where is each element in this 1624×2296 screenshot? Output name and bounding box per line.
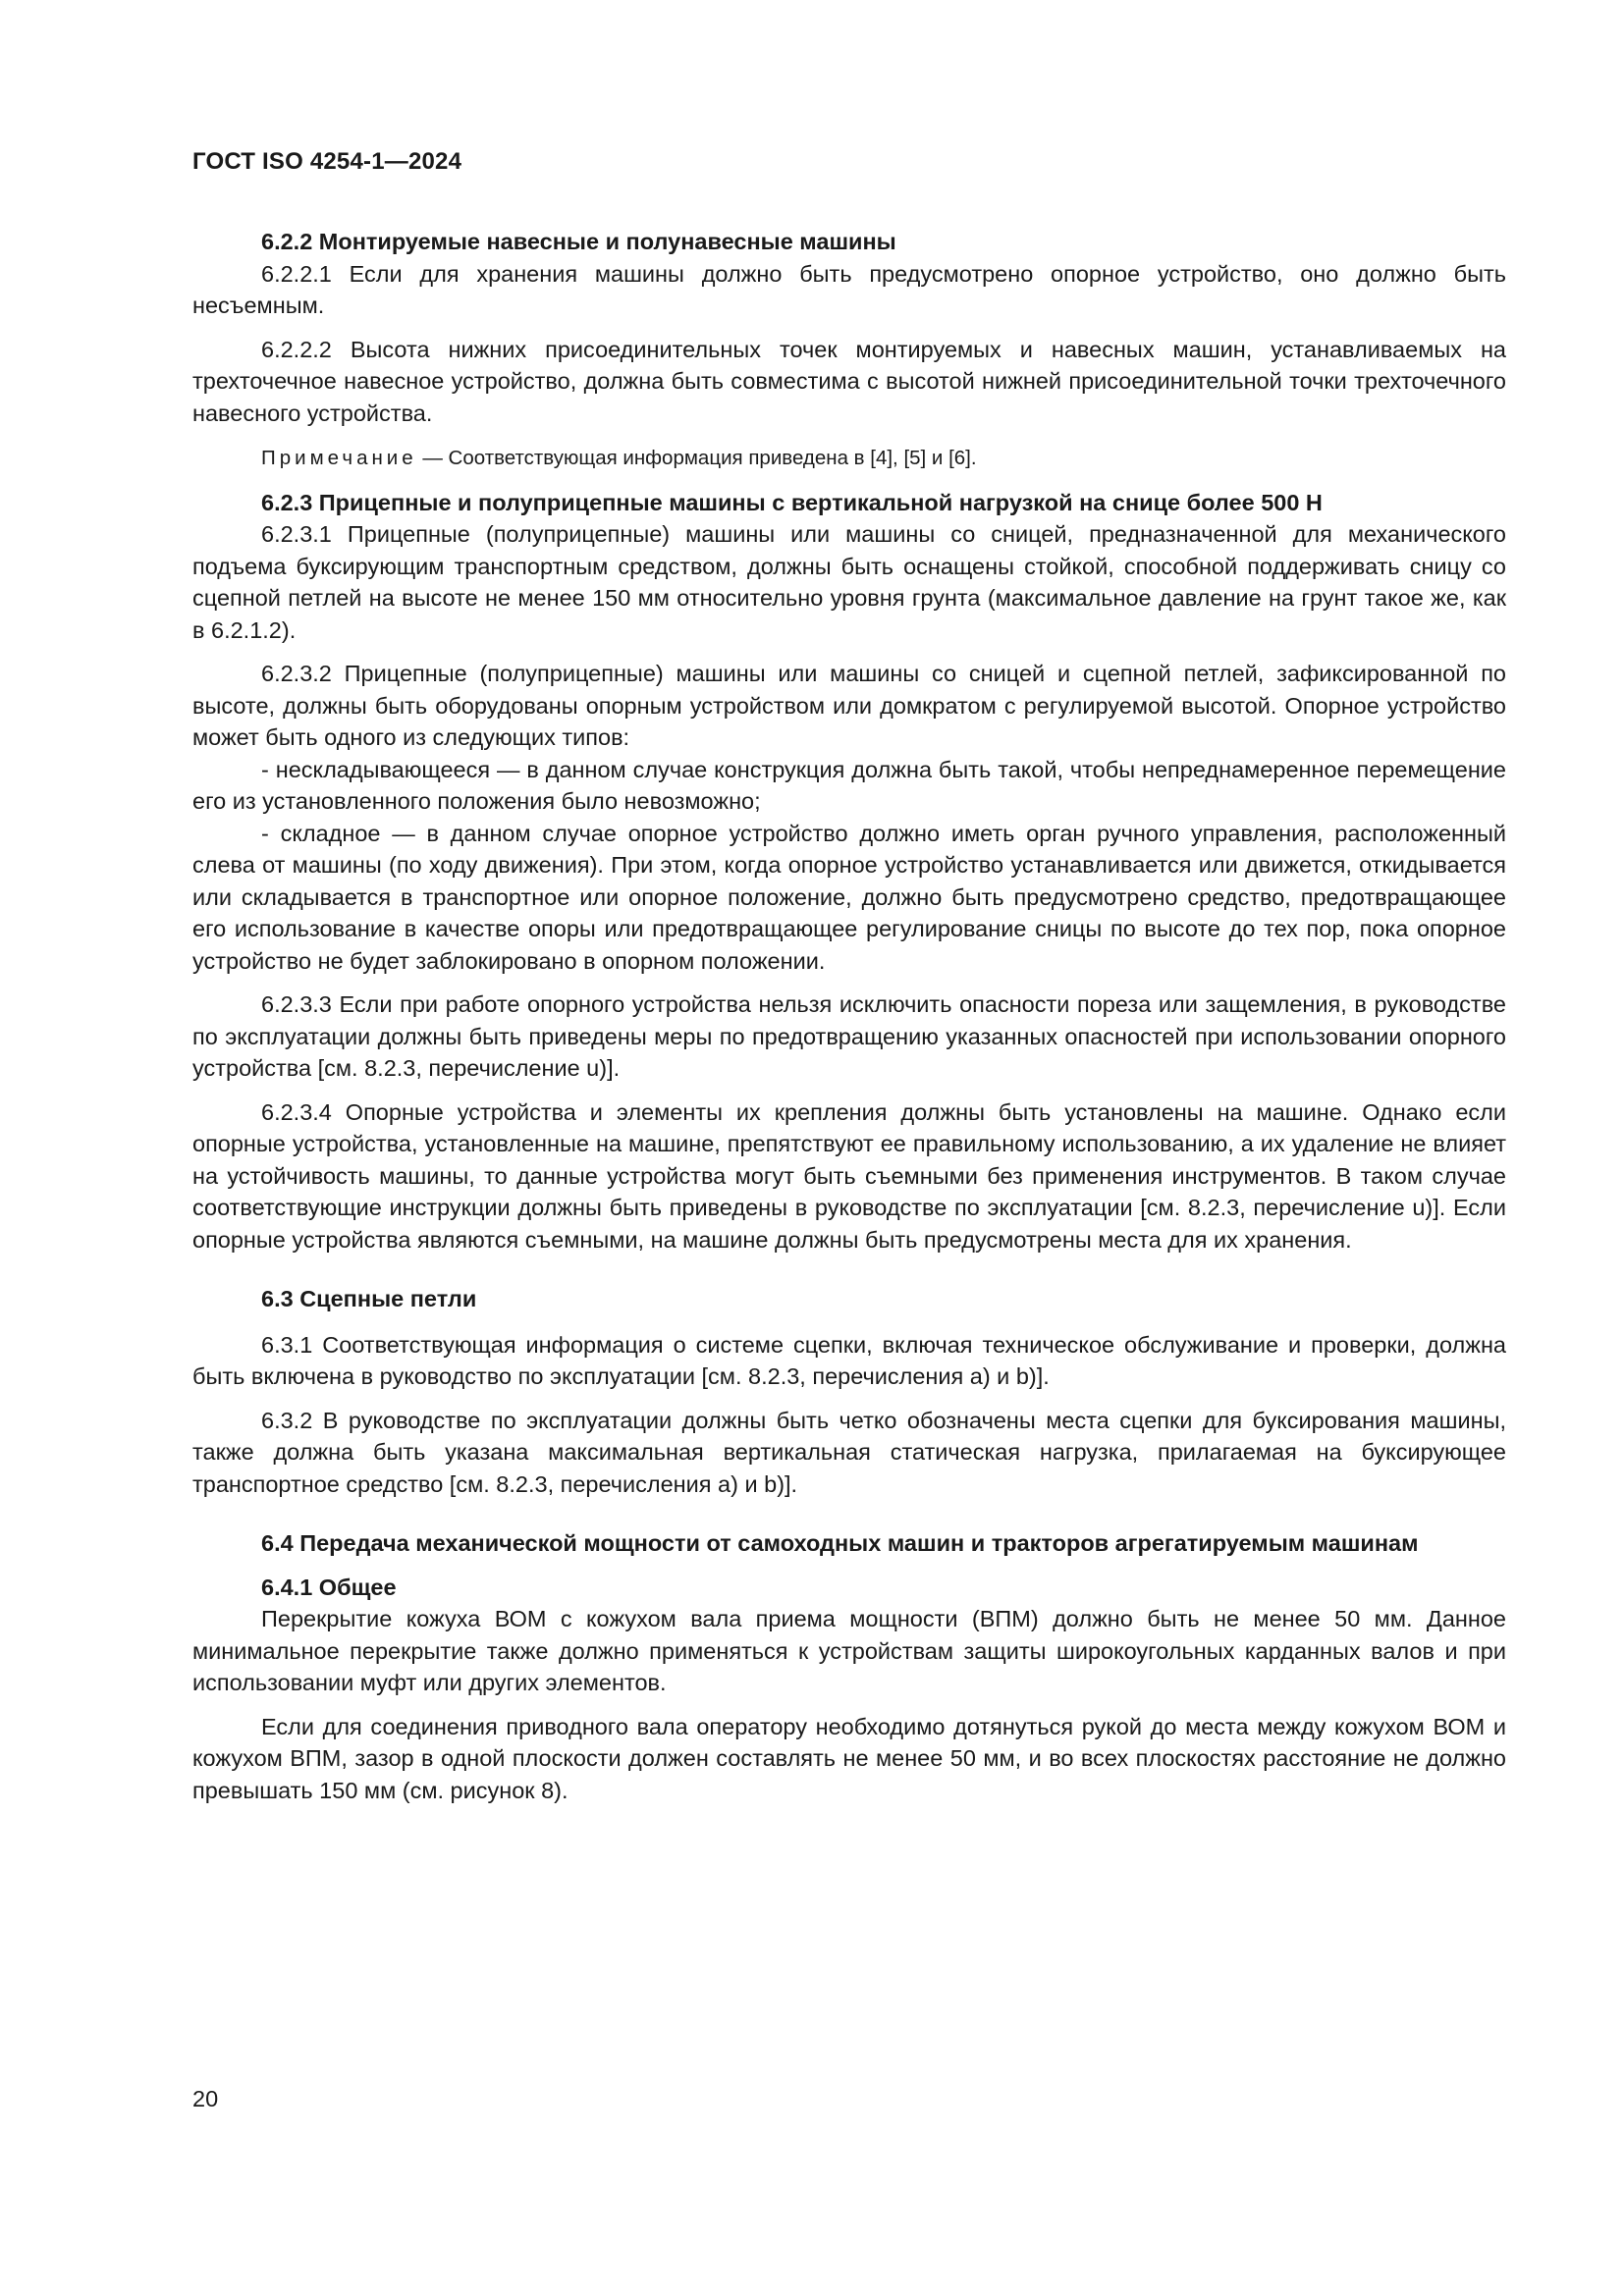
list-item-folding: - складное — в данном случае опорное устройство должно иметь орган ручного управления, расположенный слева от машины (по ходу движения). При этом, когда опорное устройство устанавливается или движется, откидывается или складывается в транспортное или опорное положение, должно быть предусмотрено средство, предотвращающее его использование в качестве опоры или предотвращающее регулирование сницы по высоте до тех пор, пока опорное устройство не будет заблокировано в опорном положении. bbox=[192, 820, 1506, 974]
page-number: 20 bbox=[192, 2086, 219, 2111]
note-label: Примечание bbox=[261, 447, 417, 469]
paragraph-6-2-2-2: 6.2.2.2 Высота нижних присоединительных точек монтируемых и навесных машин, устанавливаемых на трехточечное навесное устройство, должна быть совместима с высотой нижней присоединительной точки трехточечного навесного устройства. bbox=[192, 336, 1506, 426]
list-item-non-folding: - нескладывающееся — в данном случае конструкция должна быть такой, чтобы непреднамеренное перемещение его из установленного положения было невозможно; bbox=[192, 756, 1506, 814]
section-heading-6-4: 6.4 Передача механической мощности от самоходных машин и тракторов агрегатируемым машинам bbox=[261, 1530, 1419, 1556]
note bbox=[192, 443, 1506, 475]
section-heading-6-3: 6.3 Сцепные петли bbox=[261, 1286, 477, 1311]
paragraph-6-4-1-b: Если для соединения приводного вала оператору необходимо дотянуться рукой до места между кожухом ВОМ и кожухом ВПМ, зазор в одной плоскости должен составлять не менее 50 мм, и во всех плоскостях расстояние не должно превышать 150 мм (см. рисунок 8). bbox=[192, 1713, 1506, 1803]
paragraph-6-2-2-1: 6.2.2.1 Если для хранения машины должно быть предусмотрено опорное устройство, оно должно быть несъемным. bbox=[192, 260, 1506, 318]
paragraph-6-2-3-2: 6.2.3.2 Прицепные (полуприцепные) машины или машины со сницей и сцепной петлей, зафиксированной по высоте, должны быть оборудованы опорным устройством или домкратом с регулируемой высотой. Опорное устройство может быть одного из следующих типов: bbox=[192, 661, 1506, 750]
paragraph-6-2-3-4: 6.2.3.4 Опорные устройства и элементы их крепления должны быть установлены на машине. Однако если опорные устройства, установленные на машине, препятствуют ее правильному использованию, а их удаление не влияет на устойчивость машины, то данные устройства могут быть съемными без применения инструментов. В таком случае соответствующие инструкции должны быть приведены в руководстве по эксплуатации [см. 8.2.3, перечисление u)]. Если опорные устройства являются съемными, на машине должны быть предусмотрены места для их хранения. bbox=[192, 1098, 1506, 1253]
paragraph-6-4-1-a: Перекрытие кожуха ВОМ с кожухом вала приема мощности (ВПМ) должно быть не менее 50 мм. Данное минимальное перекрытие также должно применяться к устройствам защиты широкоугольных карданных валов и при использовании муфт или других элементов. bbox=[192, 1606, 1506, 1695]
paragraph-6-2-3-1: 6.2.3.1 Прицепные (полуприцепные) машины или машины со сницей, предназначенной для механического подъема буксирующим транспортным средством, должны быть оснащены стойкой, способной поддерживать сницу со сцепной петлей на высоте не менее 150 мм относительно уровня грунта (максимальное давление на грунт такое же, как в 6.2.1.2). bbox=[192, 521, 1506, 643]
section-heading-6-2-2: 6.2.2 Монтируемые навесные и полунавесные машины bbox=[261, 229, 896, 254]
document-body bbox=[192, 226, 1506, 1806]
subsection-heading-6-4-1: 6.4.1 Общее bbox=[261, 1574, 397, 1600]
paragraph-6-2-3-3: 6.2.3.3 Если при работе опорного устройства нельзя исключить опасности пореза или защемления, в руководстве по эксплуатации должны быть приведены меры по предотвращению указанных опасностей при использовании опорного устройства [см. 8.2.3, перечисление u)]. bbox=[192, 991, 1506, 1081]
document-header: ГОСТ ISO 4254-1—2024 bbox=[192, 148, 462, 175]
note-text: — Соответствующая информация приведена в [4], [5] и [6]. bbox=[416, 447, 977, 469]
paragraph-6-3-2: 6.3.2 В руководстве по эксплуатации должны быть четко обозначены места сцепки для буксирования машины, также должна быть указана максимальная вертикальная статическая нагрузка, прилагаемая на буксирующее транспортное средство [см. 8.2.3, перечисления a) и b)]. bbox=[192, 1407, 1506, 1497]
paragraph-6-3-1: 6.3.1 Соответствующая информация о системе сцепки, включая техническое обслуживание и проверки, должна быть включена в руководство по эксплуатации [см. 8.2.3, перечисления a) и b)]. bbox=[192, 1331, 1506, 1389]
section-heading-6-2-3: 6.2.3 Прицепные и полуприцепные машины с вертикальной нагрузкой на снице более 500 Н bbox=[261, 489, 1323, 515]
